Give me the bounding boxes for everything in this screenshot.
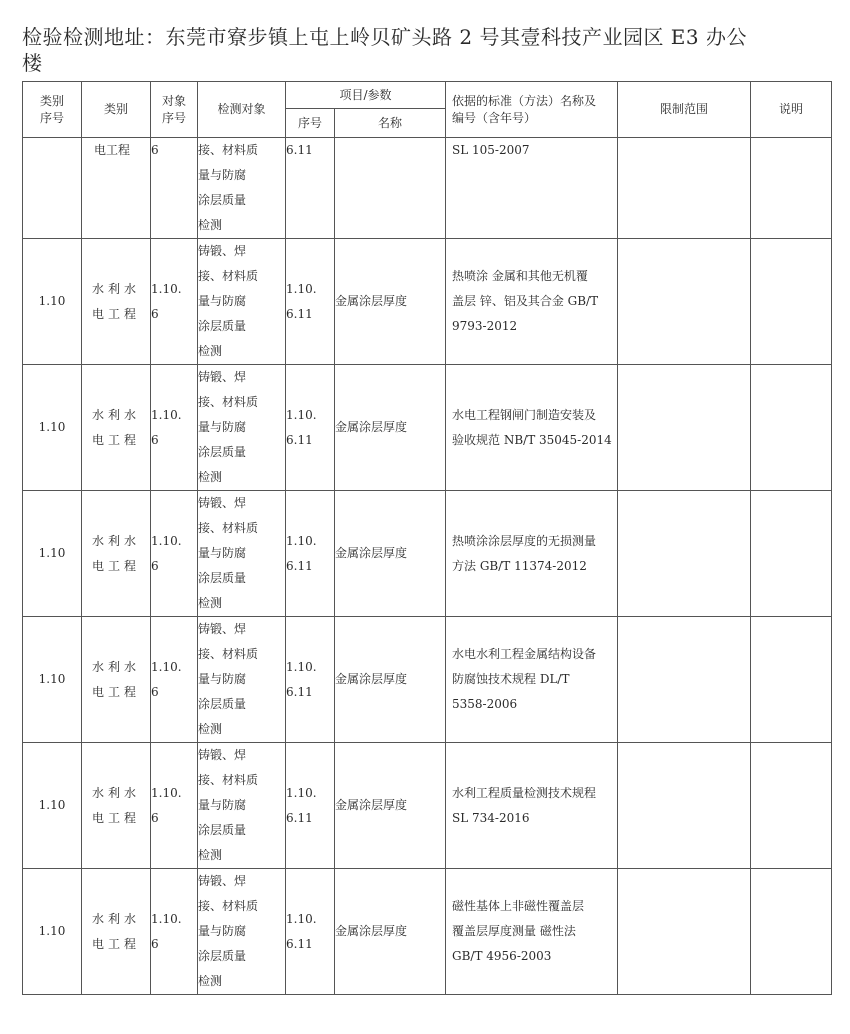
page-header — [22, 24, 762, 76]
col-obj-seq: 对象 序号 — [151, 82, 198, 138]
note-cell — [751, 138, 832, 239]
category-cell: 水利水 电工程 — [82, 365, 151, 491]
item-seq-cell: 1.10. 6.11 — [286, 743, 335, 869]
category-cell: 水利水 电工程 — [82, 617, 151, 743]
note-cell — [751, 743, 832, 869]
obj-seq-cell: 1.10. 6 — [151, 617, 198, 743]
item-name-cell: 金属涂层厚度 — [335, 869, 446, 995]
table-row — [23, 138, 832, 239]
standard-cell: 热喷涂 金属和其他无机覆 盖层 锌、铝及其合金 GB/T 9793-2012 — [446, 239, 618, 365]
item-name-cell — [335, 138, 446, 239]
object-cell: 铸锻、焊 接、材料质 量与防腐 涂层质量 检测 — [198, 869, 286, 995]
standard-cell: SL 105-2007 — [446, 138, 618, 239]
table-row — [23, 743, 832, 869]
limit-cell — [618, 491, 751, 617]
note-cell — [751, 869, 832, 995]
category-cell: 水利水 电工程 — [82, 239, 151, 365]
item-seq-cell: 1.10. 6.11 — [286, 239, 335, 365]
note-cell — [751, 239, 832, 365]
table-row — [23, 491, 832, 617]
scope-table — [22, 81, 832, 995]
limit-cell — [618, 239, 751, 365]
item-seq-cell: 1.10. 6.11 — [286, 869, 335, 995]
object-cell: 铸锻、焊 接、材料质 量与防腐 涂层质量 检测 — [198, 491, 286, 617]
obj-seq-cell: 1.10. 6 — [151, 365, 198, 491]
item-seq-cell: 1.10. 6.11 — [286, 491, 335, 617]
note-cell — [751, 617, 832, 743]
address-title: 检验检测地址：东莞市寮步镇上屯上岭贝矿头路 2 号其壹科技产业园区 E3 办公楼 — [22, 25, 747, 75]
object-cell: 铸锻、焊 接、材料质 量与防腐 涂层质量 检测 — [198, 743, 286, 869]
item-name-cell: 金属涂层厚度 — [335, 743, 446, 869]
cat-seq-cell: 1.10 — [23, 869, 82, 995]
item-name-cell: 金属涂层厚度 — [335, 617, 446, 743]
cat-seq-cell: 1.10 — [23, 365, 82, 491]
object-cell: 接、材料质 量与防腐 涂层质量 检测 — [198, 138, 286, 239]
note-cell — [751, 365, 832, 491]
standard-cell: 热喷涂涂层厚度的无损测量 方法 GB/T 11374-2012 — [446, 491, 618, 617]
note-cell — [751, 491, 832, 617]
table-row — [23, 239, 832, 365]
limit-cell — [618, 138, 751, 239]
col-standard: 依据的标准（方法）名称及 编号（含年号） — [446, 82, 618, 138]
standard-cell: 磁性基体上非磁性覆盖层 覆盖层厚度测量 磁性法 GB/T 4956-2003 — [446, 869, 618, 995]
category-cell: 水利水 电工程 — [82, 743, 151, 869]
col-item-name: 名称 — [335, 109, 446, 138]
obj-seq-cell: 1.10. 6 — [151, 869, 198, 995]
limit-cell — [618, 743, 751, 869]
obj-seq-cell: 1.10. 6 — [151, 743, 198, 869]
limit-cell — [618, 365, 751, 491]
item-name-cell: 金属涂层厚度 — [335, 239, 446, 365]
limit-cell — [618, 617, 751, 743]
object-cell: 铸锻、焊 接、材料质 量与防腐 涂层质量 检测 — [198, 239, 286, 365]
col-item-group: 项目/参数 — [286, 82, 446, 109]
standard-cell: 水利工程质量检测技术规程 SL 734-2016 — [446, 743, 618, 869]
object-cell: 铸锻、焊 接、材料质 量与防腐 涂层质量 检测 — [198, 617, 286, 743]
category-cell: 水利水 电工程 — [82, 491, 151, 617]
category-cell: 水利水 电工程 — [82, 869, 151, 995]
col-cat-seq: 类别 序号 — [23, 82, 82, 138]
item-name-cell: 金属涂层厚度 — [335, 491, 446, 617]
col-category: 类别 — [82, 82, 151, 138]
cat-seq-cell: 1.10 — [23, 617, 82, 743]
item-name-cell: 金属涂层厚度 — [335, 365, 446, 491]
table-header — [23, 82, 832, 138]
obj-seq-cell: 1.10. 6 — [151, 239, 198, 365]
obj-seq-cell: 1.10. 6 — [151, 491, 198, 617]
col-note: 说明 — [751, 82, 832, 138]
object-cell: 铸锻、焊 接、材料质 量与防腐 涂层质量 检测 — [198, 365, 286, 491]
cat-seq-cell — [23, 138, 82, 239]
col-object: 检测对象 — [198, 82, 286, 138]
item-seq-cell: 1.10. 6.11 — [286, 365, 335, 491]
obj-seq-cell: 6 — [151, 138, 198, 239]
col-item-seq: 序号 — [286, 109, 335, 138]
col-limit: 限制范围 — [618, 82, 751, 138]
item-seq-cell: 6.11 — [286, 138, 335, 239]
standard-cell: 水电水利工程金属结构设备 防腐蚀技术规程 DL/T 5358-2006 — [446, 617, 618, 743]
limit-cell — [618, 869, 751, 995]
table-row — [23, 869, 832, 995]
cat-seq-cell: 1.10 — [23, 239, 82, 365]
table-row — [23, 617, 832, 743]
cat-seq-cell: 1.10 — [23, 491, 82, 617]
cat-seq-cell: 1.10 — [23, 743, 82, 869]
standard-cell: 水电工程钢闸门制造安装及 验收规范 NB/T 35045-2014 — [446, 365, 618, 491]
category-cell: 电工程 — [82, 138, 151, 239]
table-row — [23, 365, 832, 491]
item-seq-cell: 1.10. 6.11 — [286, 617, 335, 743]
